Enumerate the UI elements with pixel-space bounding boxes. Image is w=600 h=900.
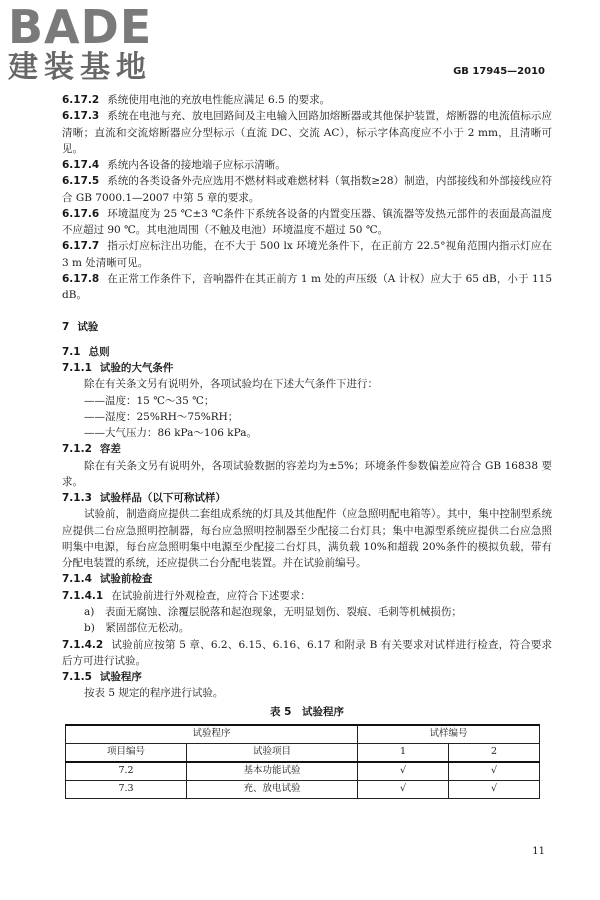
clause-7-1-heading xyxy=(62,344,552,360)
table-header-sample-1: 1 xyxy=(358,743,449,762)
clause-number: 7.1.1 xyxy=(62,361,92,374)
clause-7-1-4-heading xyxy=(62,571,552,587)
page-number: 11 xyxy=(532,846,545,857)
clause-6-17-5 xyxy=(62,173,552,206)
clause-title: 试验程序 xyxy=(99,671,142,684)
logo-sub-text: 建装基地 xyxy=(8,50,152,85)
table-caption: 表 5 试验程序 xyxy=(270,705,344,718)
clause-7-1-2-heading xyxy=(62,441,552,457)
clause-text: 系统使用电池的充放电性能应满足 6.5 的要求。 xyxy=(107,94,331,106)
condition-humidity: ——湿度：25%RH～75%RH； xyxy=(84,410,239,423)
clause-title: 试验前检查 xyxy=(99,573,153,586)
table-group-header-sample: 试样编号 xyxy=(358,725,540,744)
cell-sample-1: √ xyxy=(358,762,449,781)
clause-text: 在正常工作条件下，音响器件在其正前方 1 m 处的声压级（A 计权）应大于 65 dB，小于 115 dB。 xyxy=(62,272,552,302)
clause-text: 系统在电池与充、放电回路间及主电输入回路加熔断器或其他保护装置，熔断器的电流值标示应清晰；直流和交流熔断器应分型标示（直流 DC、交流 AC），标示字体高度应不小于 2 mm，且清晰可见。 xyxy=(62,110,552,155)
clause-title: 容差 xyxy=(99,443,121,456)
section-number: 7 xyxy=(62,321,70,334)
check-item-b: b) 紧固部位无松动。 xyxy=(84,622,190,635)
clause-number: 6.17.5 xyxy=(62,175,100,188)
table-header-item-no: 项目编号 xyxy=(66,743,187,762)
clause-6-17-2 xyxy=(62,92,552,108)
clause-number: 7.1.2 xyxy=(62,443,92,456)
clause-number: 7.1.5 xyxy=(62,671,92,684)
clause-number: 6.17.7 xyxy=(62,240,100,253)
clause-number: 6.17.2 xyxy=(62,94,100,106)
section-7-heading xyxy=(62,319,552,335)
clause-6-17-8 xyxy=(62,271,552,304)
clause-7-1-4-1 xyxy=(62,588,552,604)
table-header-sample-2: 2 xyxy=(448,743,539,762)
clause-text: 指示灯应标注出功能，在不大于 500 lx 环境光条件下，在正前方 22.5°视角范围内指示灯应在 3 m 处清晰可见。 xyxy=(62,240,552,269)
clause-number: 7.1.3 xyxy=(62,492,92,505)
clause-7-1-2-text: 除在有关条文另有说明外，各项试验数据的容差均为±5%；环境条件参数偏差应符合 GB 16838 要求。 xyxy=(62,459,552,488)
cell-item-no: 7.2 xyxy=(66,762,187,781)
table-row xyxy=(66,762,540,781)
condition-pressure: ——大气压力：86 kPa～106 kPa。 xyxy=(84,427,258,440)
cell-sample-2: √ xyxy=(448,780,539,798)
table-group-header-procedure: 试验程序 xyxy=(66,725,358,744)
cell-item-no: 7.3 xyxy=(66,780,187,798)
cell-item: 基本功能试验 xyxy=(187,762,358,781)
clause-title: 总则 xyxy=(88,345,110,358)
clause-6-17-3 xyxy=(62,108,552,157)
logo xyxy=(8,0,178,86)
clause-7-1-3-text: 试验前，制造商应提供二套组成系统的灯具及其他配件（应急照明配电箱等）。其中，集中控制型系统应提供二台应急照明控制器，每台应急照明控制器至少配接二台灯具；集中电源型系统应提供二台应急照明集中电源，每台应急照明集中电源至少配接二台灯具，满负载 10%和超载 20%条件的模拟负载，带有分配电装置的系统，还应提供二台分配电装置。并在试验前编号。 xyxy=(62,508,552,570)
clause-7-1-3-heading xyxy=(62,490,552,506)
condition-temperature: ——温度：15 ℃～35 ℃； xyxy=(84,394,215,407)
cell-sample-2: √ xyxy=(448,762,539,781)
logo-main-text: BADE xyxy=(8,0,153,54)
clause-number: 7.1.4.2 xyxy=(62,638,104,651)
clause-7-1-5-text: 按表 5 规定的程序进行试验。 xyxy=(84,687,224,700)
document-body xyxy=(62,92,552,799)
clause-title: 试验样品（以下可称试样） xyxy=(99,492,226,505)
cell-sample-1: √ xyxy=(358,780,449,798)
clause-number: 6.17.8 xyxy=(62,272,100,285)
test-procedure-table xyxy=(65,724,540,799)
clause-number: 7.1.4 xyxy=(62,573,92,586)
clause-7-1-5-heading xyxy=(62,669,552,685)
section-title: 试验 xyxy=(77,321,99,334)
clause-number: 6.17.4 xyxy=(62,159,100,172)
clause-text: 环境温度为 25 ℃±3 ℃条件下系统各设备的内置变压器、镇流器等发热元部件的表面最高温度不应超过 90 ℃。其电池周围（不触及电池）环境温度不超过 50 ℃。 xyxy=(62,207,552,237)
clause-6-17-4 xyxy=(62,157,552,173)
clause-text: 在试验前进行外观检查，应符合下述要求： xyxy=(111,589,311,602)
clause-number: 7.1.4.1 xyxy=(62,589,104,602)
check-item-a: a) 表面无腐蚀、涂覆层脱落和起泡现象，无明显划伤、裂痕、毛刺等机械损伤； xyxy=(84,605,462,618)
table-header-item: 试验项目 xyxy=(187,743,358,762)
clause-number: 6.17.6 xyxy=(62,207,100,220)
clause-title: 试验的大气条件 xyxy=(99,361,174,374)
clause-text: 系统的各类设备外壳应选用不燃材料或难燃材料（氧指数≥28）制造，内部接线和外部接线应符合 GB 7000.1—2007 中第 5 章的要求。 xyxy=(62,175,552,204)
clause-text: 试验前应按第 5 章、6.2、6.15、6.16、6.17 和附录 B 有关要求对试样进行检查，符合要求后方可进行试验。 xyxy=(62,638,552,667)
clause-number: 7.1 xyxy=(62,345,81,358)
clause-text: 系统内各设备的接地端子应标示清晰。 xyxy=(107,159,286,172)
clause-number: 6.17.3 xyxy=(62,110,100,123)
table-row xyxy=(66,780,540,798)
clause-7-1-1-intro: 除在有关条文另有说明外，各项试验均在下述大气条件下进行： xyxy=(84,378,378,391)
clause-6-17-7 xyxy=(62,238,552,271)
standard-number: GB 17945—2010 xyxy=(453,66,545,77)
clause-7-1-4-2 xyxy=(62,637,552,670)
clause-7-1-1-heading xyxy=(62,360,552,376)
cell-item: 充、放电试验 xyxy=(187,780,358,798)
clause-6-17-6 xyxy=(62,206,552,239)
